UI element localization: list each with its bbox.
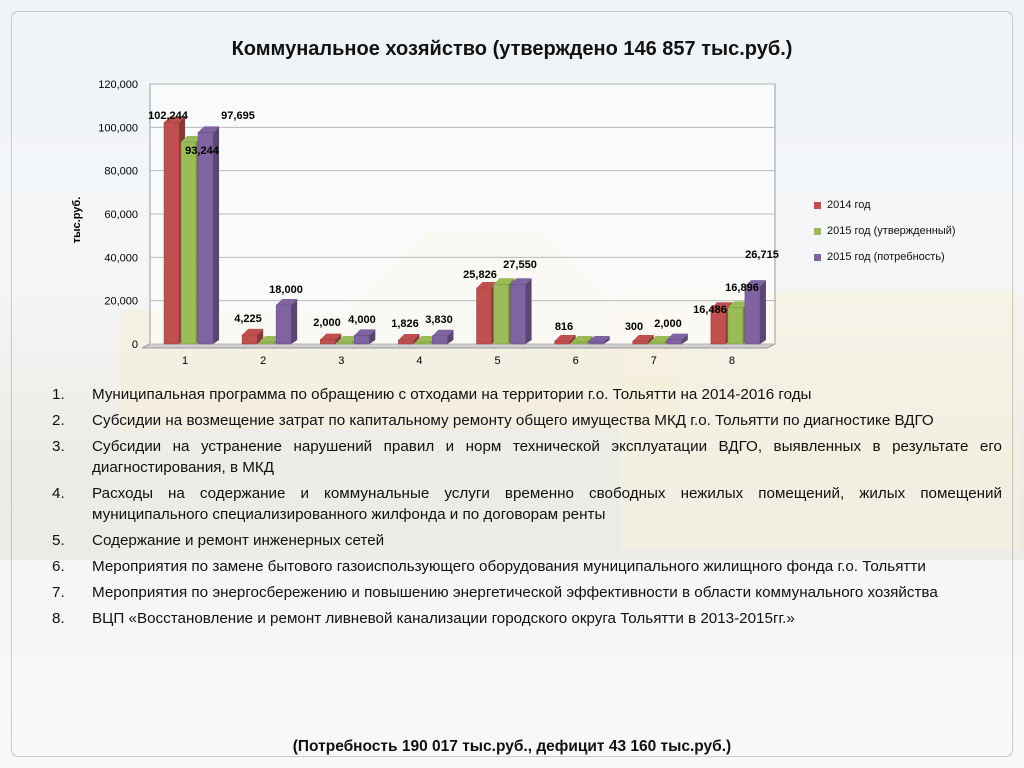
legend-item-2015-approved [814, 218, 956, 244]
list-item-text: Мероприятия по замене бытового газоиспользующего оборудования муниципального жилищного фонда г.о. Тольятти [92, 558, 926, 575]
bar-side [526, 278, 532, 344]
list-item-number: 1. [52, 386, 65, 403]
list-item-text: Расходы на содержание и коммунальные услуги временно свободных нежилых помещений, жилых помещений муниципального специализированного жилфонда и по договорам ренты [92, 485, 1002, 523]
list-item-number: 2. [52, 412, 65, 429]
data-label: 25,826 [463, 269, 497, 281]
bar [494, 284, 509, 344]
list-item-number: 8. [52, 610, 65, 627]
data-label: 4,000 [348, 314, 376, 326]
bar [511, 284, 526, 344]
y-tick-label: 60,000 [104, 209, 138, 221]
list-item [52, 410, 1002, 431]
list-item-number: 7. [52, 584, 65, 601]
y-tick-label: 100,000 [98, 122, 138, 135]
list-item [52, 530, 1002, 551]
list-item [52, 483, 1002, 525]
footer-summary: (Потребность 190 017 тыс.руб., дефицит 43 160 тыс.руб.) [292, 738, 732, 755]
bar [354, 335, 369, 344]
data-label: 16,896 [725, 282, 759, 294]
x-tick-label: 7 [650, 355, 657, 367]
y-tick-label: 20,000 [104, 295, 138, 308]
x-tick-label: 2 [260, 355, 267, 367]
list-item-number: 5. [52, 532, 65, 549]
bar [415, 342, 430, 344]
data-label: 3,830 [425, 314, 453, 326]
list-item [52, 436, 1002, 478]
bar-side [760, 280, 766, 344]
bar-side [213, 126, 219, 344]
bar [589, 342, 604, 344]
list-item-text: Содержание и ремонт инженерных сетей [92, 532, 385, 549]
bar [259, 342, 274, 344]
legend-item-2014 [814, 192, 956, 218]
x-tick-label: 6 [572, 355, 579, 367]
bar [555, 341, 570, 344]
data-label: 816 [554, 321, 574, 333]
data-label: 102,244 [148, 110, 188, 122]
data-label: 93,244 [185, 145, 219, 157]
bar [164, 122, 179, 344]
bar [398, 340, 413, 344]
bar [181, 142, 196, 344]
y-tick-label: 80,000 [104, 165, 138, 178]
chart-legend [814, 192, 956, 270]
list-item [52, 608, 1002, 629]
legend-swatch-2015-need [814, 254, 821, 261]
bar [667, 340, 682, 344]
list-item-number: 3. [52, 438, 65, 455]
data-label: 2,000 [313, 317, 341, 329]
data-label: 16,486 [693, 304, 727, 316]
data-label: 4,225 [234, 313, 262, 325]
legend-swatch-2015-approved [814, 228, 821, 235]
x-tick-label: 1 [182, 355, 189, 367]
data-label: 1,826 [391, 318, 419, 330]
y-tick-label: 40,000 [104, 252, 138, 265]
data-label: 26,715 [745, 249, 779, 261]
bar [745, 286, 760, 344]
data-label: 27,550 [503, 259, 537, 271]
list-item [52, 384, 1002, 405]
data-label: 2,000 [654, 318, 682, 330]
list-item-text: Мероприятия по энергосбережению и повышению энергетической эффективности в области коммунального хозяйства [92, 584, 938, 601]
legend-item-2015-need [814, 244, 956, 270]
y-tick-label: 120,000 [98, 79, 138, 91]
list-item [52, 556, 1002, 577]
program-list [52, 384, 1002, 634]
list-item-number: 6. [52, 558, 65, 575]
list-item-number: 4. [52, 485, 65, 502]
bar [198, 132, 213, 344]
legend-label-2015-approved: 2015 год (утвержденный) [827, 225, 956, 237]
bar [320, 340, 335, 344]
list-item-text: Субсидии на устранение нарушений правил и норм технической эксплуатации ВДГО, выявленных в результате его диагностирования, в МКД [92, 438, 1002, 476]
chart-floor [142, 344, 775, 348]
list-item-text: Субсидии на возмещение затрат по капитальному ремонту общего имущества МКД г.о. Тольятти по диагностике ВДГО [92, 412, 934, 429]
bar [337, 342, 352, 344]
bar [572, 342, 587, 344]
bar [242, 335, 257, 344]
list-item-text: ВЦП «Восстановление и ремонт ливневой канализации городского округа Тольятти в 2013-2015гг.» [92, 610, 795, 627]
y-tick-label: 0 [131, 339, 138, 351]
bar [477, 288, 492, 344]
bar [650, 342, 665, 344]
list-item [52, 582, 1002, 603]
y-axis-label: тыс.руб. [71, 196, 83, 244]
x-tick-label: 3 [338, 355, 345, 367]
bar [728, 307, 743, 344]
bar [633, 341, 648, 344]
data-label: 300 [624, 321, 644, 333]
list-item-text: Муниципальная программа по обращению с отходами на территории г.о. Тольятти на 2014-2016 годы [92, 386, 812, 403]
x-tick-label: 5 [494, 355, 501, 367]
bar-side [291, 299, 297, 344]
bar [276, 305, 291, 344]
slide-title: Коммунальное хозяйство (утверждено 146 857 тыс.руб.) [231, 38, 793, 60]
x-tick-label: 4 [416, 355, 423, 367]
legend-swatch-2014 [814, 202, 821, 209]
legend-label-2014: 2014 год [827, 199, 871, 211]
bar-chart [0, 0, 1024, 380]
bar [432, 336, 447, 344]
data-label: 97,695 [221, 110, 255, 122]
x-tick-label: 8 [728, 355, 735, 367]
data-label: 18,000 [269, 284, 303, 296]
legend-label-2015-need: 2015 год (потребность) [827, 251, 945, 263]
